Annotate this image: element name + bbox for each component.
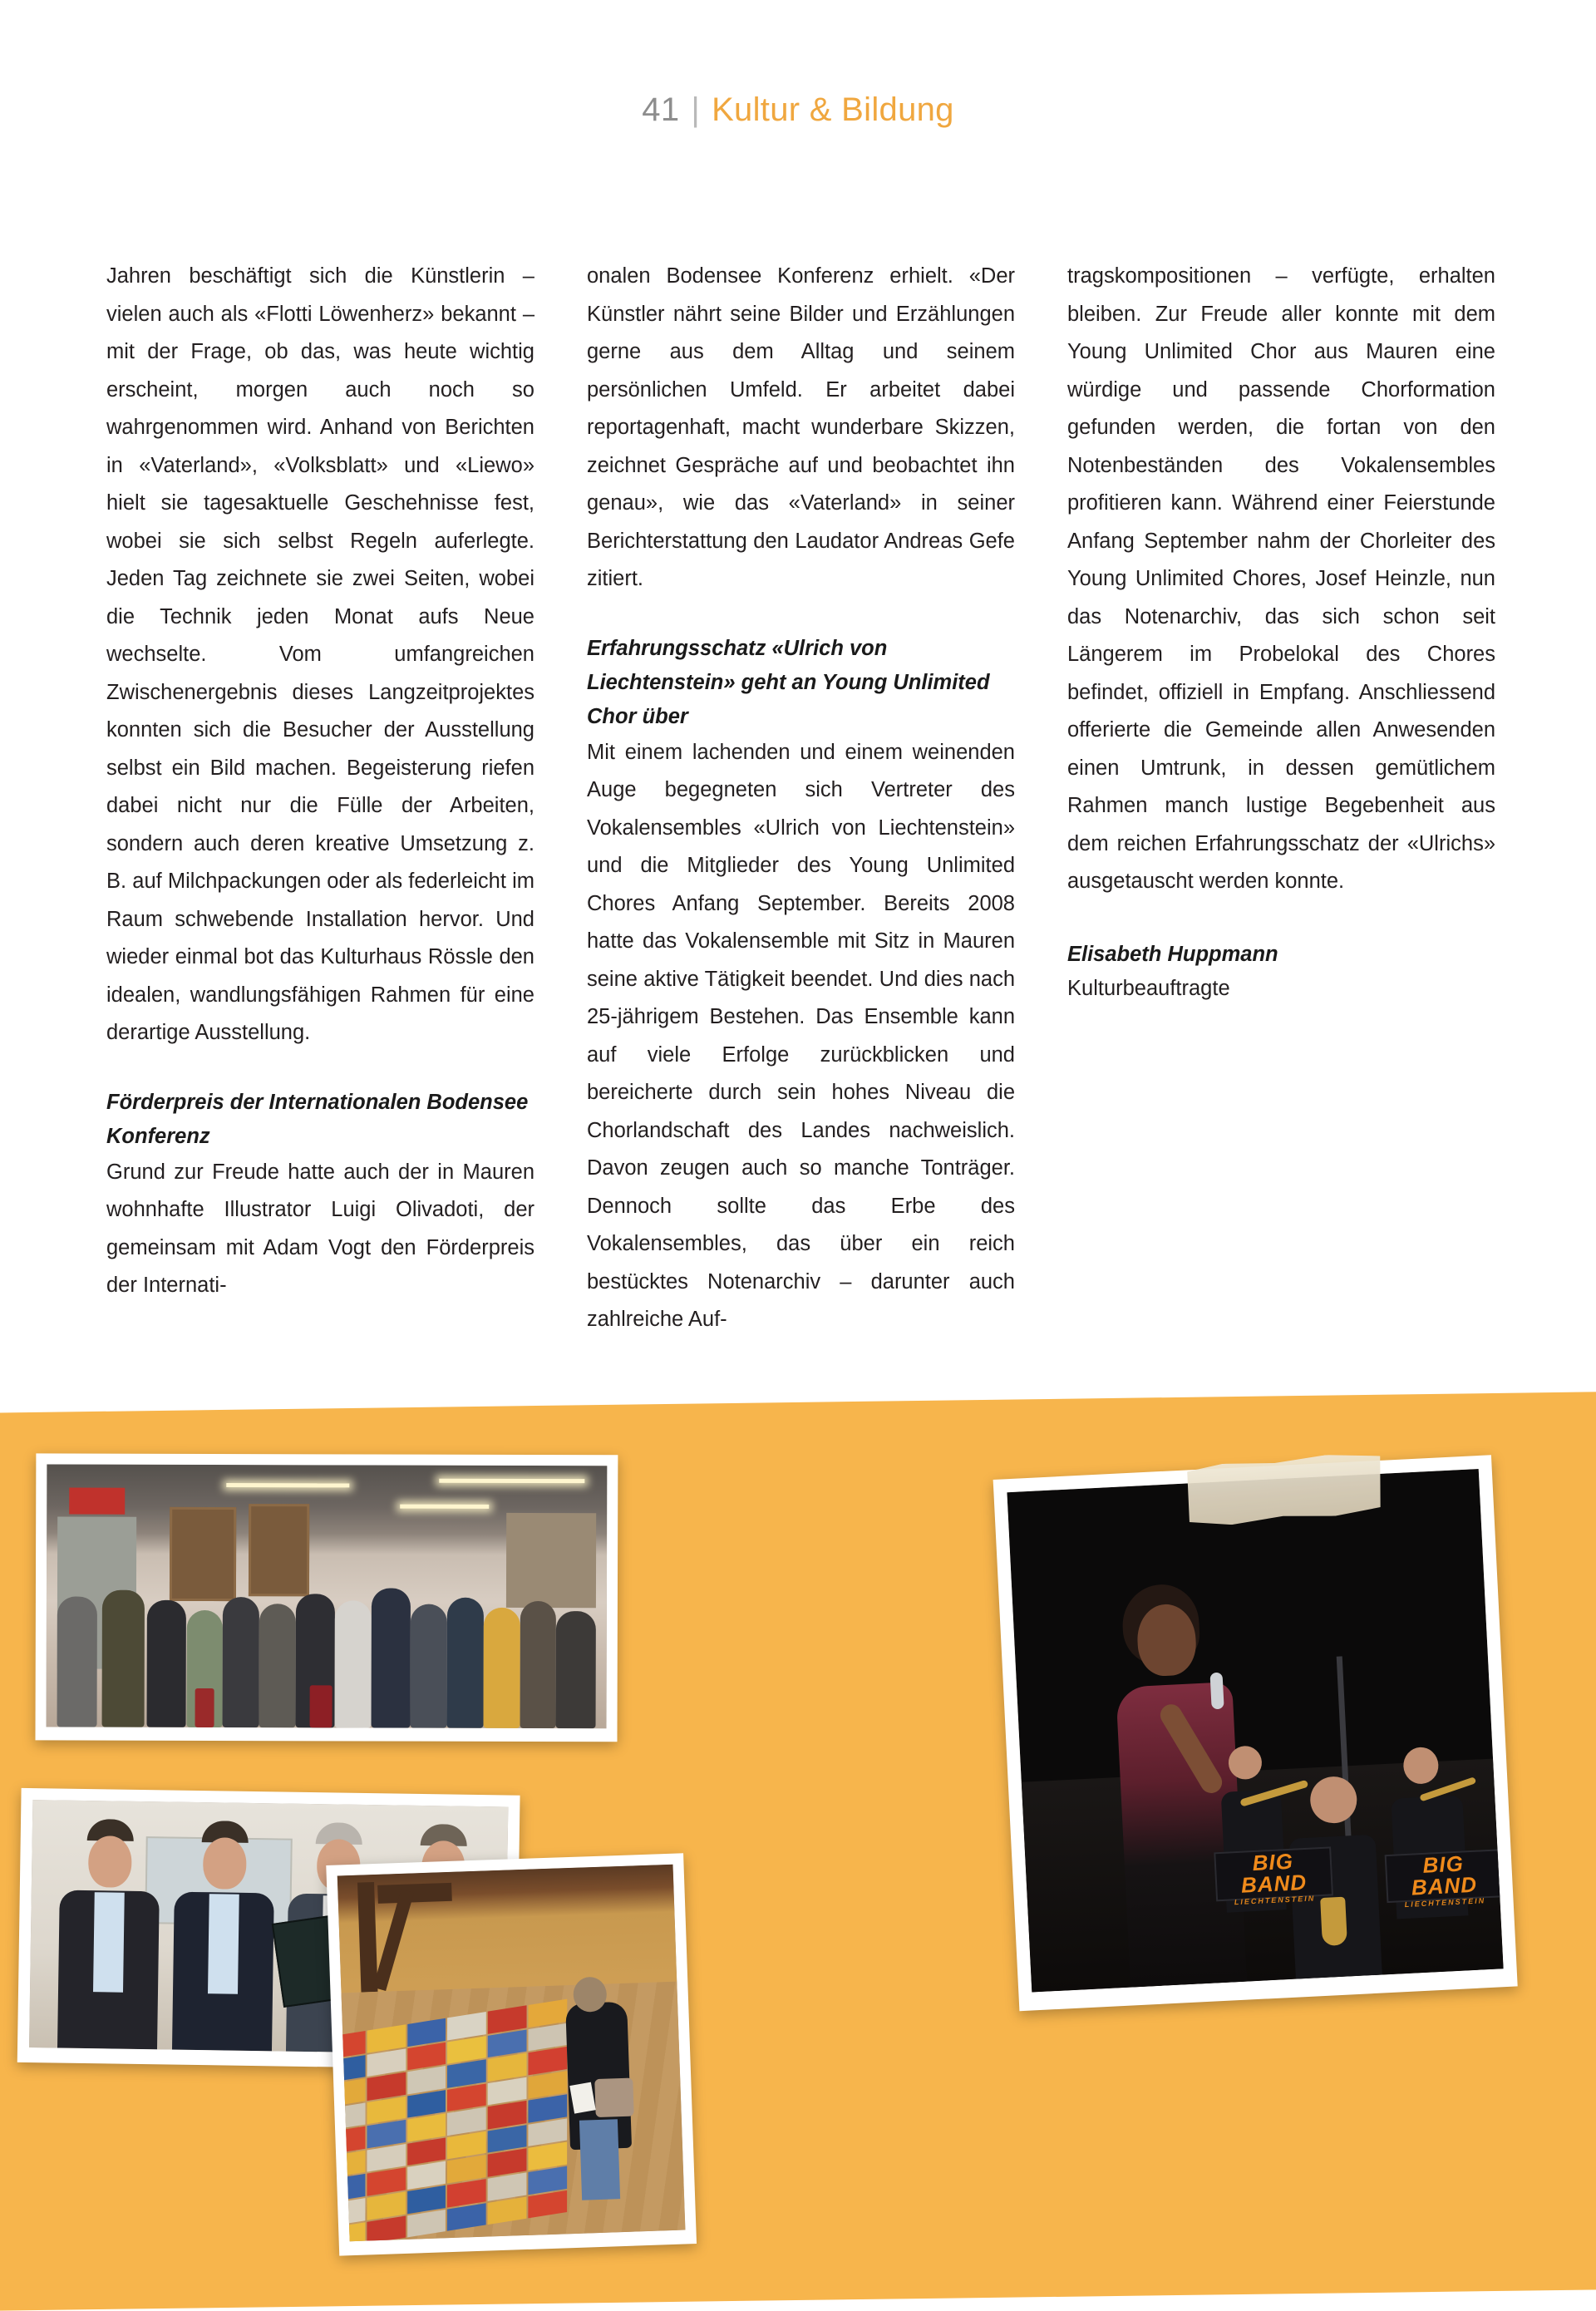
group-of-people [47, 1564, 608, 1729]
page-header [0, 91, 1596, 129]
big-band-sign-left [1214, 1847, 1332, 1907]
subheading: Förderpreis der Internationalen Bodensee Konferenz [106, 1090, 529, 1148]
artwork-grid [337, 1999, 567, 2242]
photo-collage-band [0, 1392, 1596, 2311]
jazz-concert-photo [993, 1455, 1518, 2011]
brochure-icon [569, 2082, 595, 2113]
group-photo-image [47, 1464, 608, 1728]
big-band-sign-title: BIG BAND [1240, 1849, 1308, 1899]
article-column-2 [587, 258, 1015, 1339]
article-column-3 [1067, 258, 1495, 1339]
exhibition-photo-image [337, 1865, 686, 2241]
exhibition-photo [326, 1853, 697, 2255]
group-photo [35, 1453, 618, 1742]
section-title: Kultur & Bildung [712, 91, 954, 128]
paragraph: tragskompositionen – verfügte, erhalten bleiben. Zur Freude aller konnte mit dem Young Unlimited Chor aus Mauren eine würdige und passende Chorformation gefunden werden, die fortan von den Notenbeständen des Vokalensembles profitieren kann. Während einer Feierstunde Anfang September nahm der Chorleiter des Young Unlimited Chores, Josef Heinzle, nun das Notenarchiv, das sich schon seit Längerem im Probelokal des Chores befindet, offiziell in Empfang. Anschliessend offerierte die Gemeinde allen Anwesenden einen Umtrunk, in dessen gemütlichem Rahmen manch lustige Begebenheit aus dem reichen Erfahrungsschatz der «Ulrichs» ausgetauscht werden konnte. [1067, 264, 1495, 893]
concert-stage-scene [1007, 1469, 1503, 1992]
big-band-sign-title-2: BIG BAND [1411, 1850, 1478, 1900]
paragraph: Mit einem lachenden und einem weinenden Auge begegneten sich Vertreter des Vokalensembles «Ulrich von Liechtenstein» und die Mitglieder des Young Unlimited Chores Anfang September. Bereits 2008 hatte das Vokalensemble mit Sitz in Mauren seine aktive Tätigkeit beendet. Und dies nach 25-jährigem Bestehen. Das Ensemble kann auf viele Erfolge zurückblicken und bereicherte durch sein hohes Niveau die Chorlandschaft des Landes nachweislich. Davon zeugen auch so manche Tonträger. Dennoch sollte das Erbe des Vokalensembles, das über ein reich bestücktes Notenarchiv – darunter auch zahlreiche Auf- [587, 740, 1015, 1331]
paragraph: Jahren beschäftigt sich die Künstlerin – vielen auch als «Flotti Löwenherz» bekannt – mit der Frage, ob das, was heute wichtig erscheint, morgen auch noch so wahrgenommen wird. Anhand von Berichten in «Vaterland», «Volksblatt» und «Liewo» hielt sie tagesaktuelle Geschehnisse fest, wobei sie sich selbst Regeln auferlegte. Jeden Tag zeichnete sie zwei Seiten, wobei die Technik jeden Monat aufs Neue wechselte. Vom umfangreichen Zwischenergebnis dieses Langzeitprojektes konnten sich die Besucher der Ausstellung selbst ein Bild machen. Begeisterung riefen dabei nicht nur die Fülle der Arbeiten, sondern auch deren kreative Umsetzung z. B. auf Milchpackungen oder als federleicht im Raum schwebende Installation hervor. Und wieder einmal bot das Kulturhaus Rössle den idealen, wandlungsfähigen Rahmen für eine derartige Ausstellung. [106, 264, 534, 1044]
author-role: Kulturbeauftragte [1067, 976, 1230, 1000]
paragraph: onalen Bodensee Konferenz erhielt. «Der Künstler nährt seine Bilder und Erzählungen gerne aus dem Alltag und seinem persönlichen Umfeld. Er arbeitet dabei reportagenhaft, macht wunderbare Skizzen, zeichnet Gespräche auf und beobachtet ihn genau», wie das «Vaterland» in seiner Berichterstattung den Laudator Andreas Gefe zitiert. [587, 264, 1015, 590]
jazz-photo-image [1007, 1469, 1503, 1992]
header-separator: | [691, 91, 701, 128]
big-band-sign-subtitle: LIECHTENSTEIN [1234, 1894, 1316, 1907]
author-name: Elisabeth Huppmann [1067, 942, 1278, 966]
article-columns [106, 258, 1496, 1339]
exhibition-hall-scene [337, 1865, 686, 2241]
paragraph: Grund zur Freude hatte auch der in Mauren wohnhafte Illustrator Luigi Olivadoti, der gemeinsam mit Adam Vogt den Förderpreis der Internati- [106, 1160, 534, 1297]
author-signature [1067, 938, 1495, 1006]
page-number: 41 [642, 91, 680, 128]
shoulder-bag-icon [595, 2078, 635, 2118]
subheading: Erfahrungsschatz «Ulrich von Liechtenstein» geht an Young Unlimited Chor über [587, 636, 990, 728]
big-band-sign-right [1384, 1849, 1503, 1909]
big-band-sign-subtitle-2: LIECHTENSTEIN [1404, 1895, 1486, 1909]
article-column-1 [106, 258, 534, 1339]
